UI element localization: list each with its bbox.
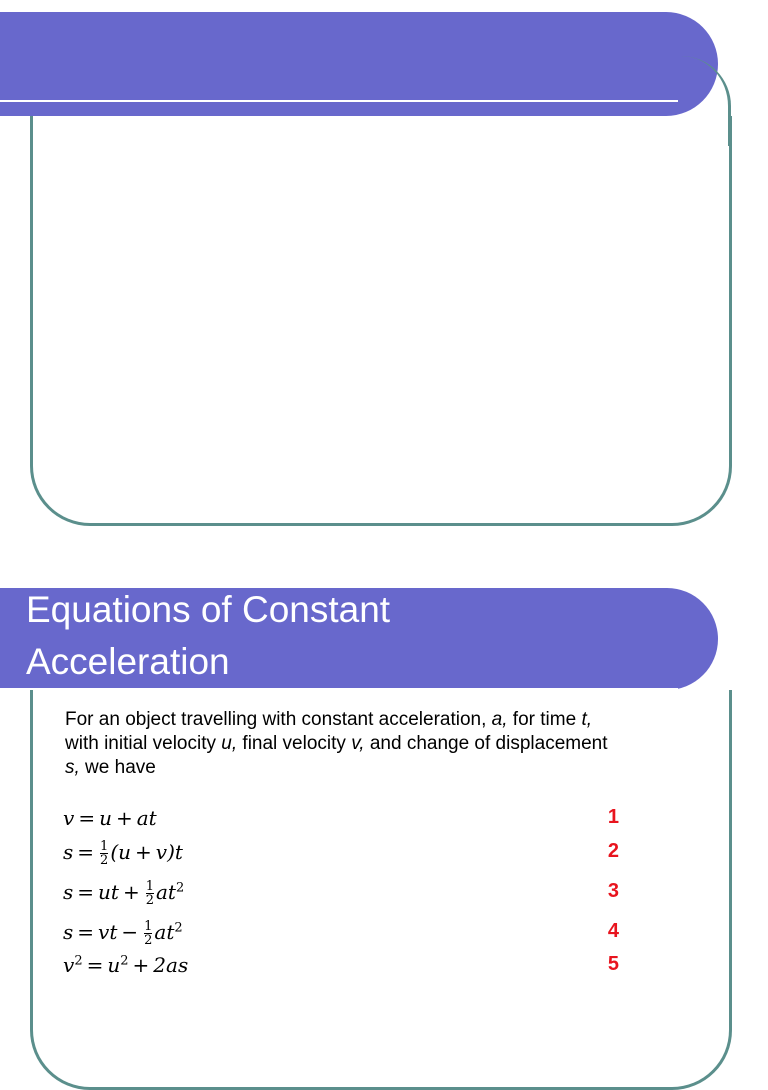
slide-2-title-line-2: Acceleration: [26, 641, 230, 682]
equation-4: [63, 920, 623, 950]
equation-5-formula: $v^2 = u^2 + 2as$: [63, 953, 189, 977]
equation-2-number: 2: [607, 840, 619, 862]
slide-2-title-line-1: Equations of Constant: [26, 589, 391, 630]
equation-4-number: 4: [607, 920, 619, 942]
slide-1-frame: [30, 116, 732, 526]
equation-2-formula: s = $\frac{1}{2}$ (u + v)t: [63, 839, 183, 868]
equation-3-number: 3: [607, 880, 619, 902]
equation-3-formula: s = ut + $\frac{1}{2}$ $at^2$: [63, 879, 185, 908]
equation-1-formula: v = u + at: [63, 806, 157, 830]
intro-paragraph: For an object travelling with constant acceleration, a, for time t, with initial velocity u, final velocity v, and change of displacement s, we have: [65, 709, 608, 778]
equation-2: [63, 840, 623, 870]
equation-4-formula: s = vt − $\frac{1}{2}$ $at^2$: [63, 919, 183, 948]
equation-1: [63, 806, 623, 836]
slide-1-title-rule: [0, 100, 678, 102]
equation-5-number: 5: [607, 953, 619, 975]
equation-5: [63, 953, 623, 983]
equation-1-number: 1: [607, 806, 619, 828]
equation-3: [63, 880, 623, 910]
